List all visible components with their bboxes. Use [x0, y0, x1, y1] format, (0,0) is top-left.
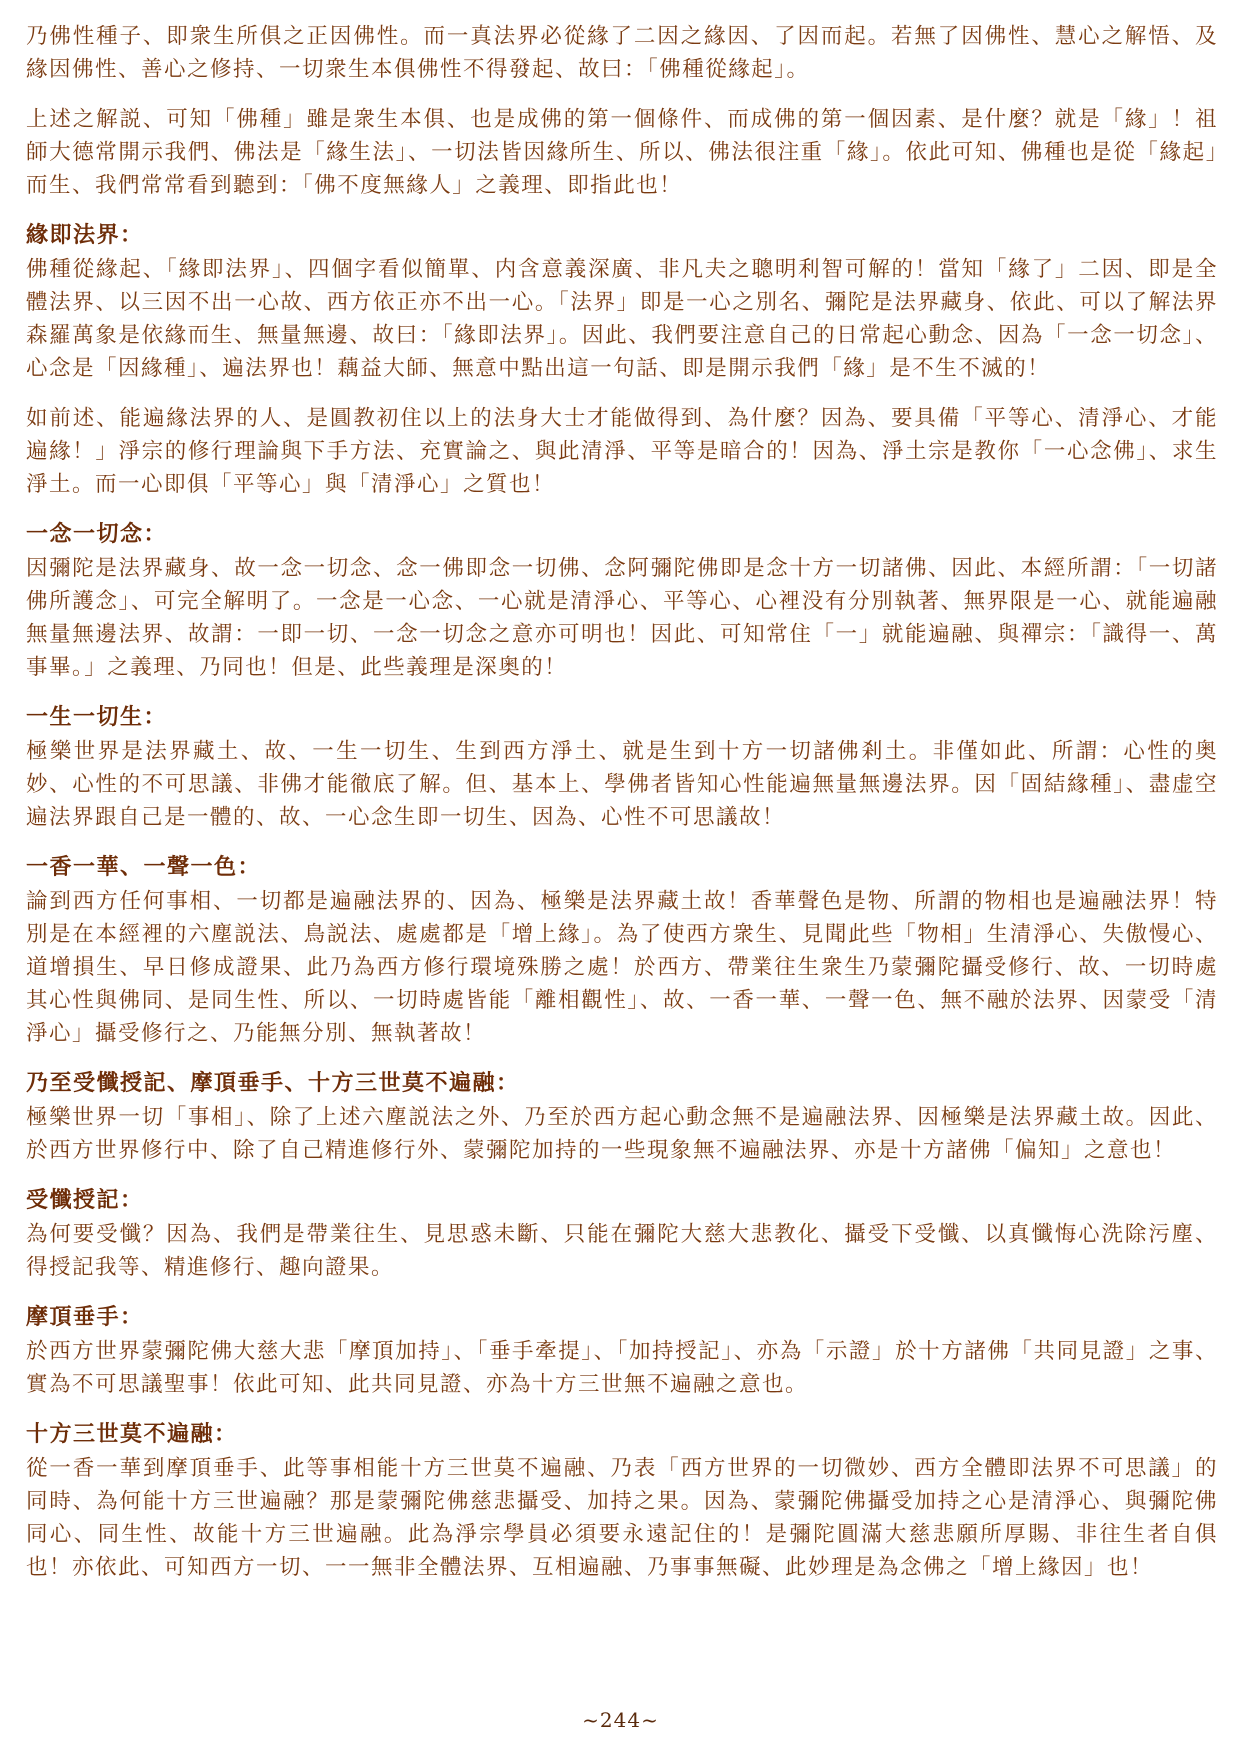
section-heading: 一念一切念：: [26, 521, 168, 547]
section-paragraph: 如前述、能遍緣法界的人、是圓教初住以上的法身大士才能做得到、為什麼？因為、要具備「平等心、清淨心、才能遍緣！」淨宗的修行理論與下手方法、充實論之、與此清淨、平等是暗合的！因為、淨土宗是教你「一心念佛」、求生淨土。而一心即俱「平等心」與「清淨心」之質也！: [26, 406, 1218, 497]
section-heading: 一香一華、一聲一色：: [26, 854, 262, 880]
section-paragraph: 於西方世界蒙彌陀佛大慈大悲「摩頂加持」、「垂手牽提」、「加持授記」、亦為「示證」於十方諸佛「共同見證」之事、實為不可思議聖事！依此可知、此共同見證、亦為十方三世無不遍融之意也。: [26, 1339, 1218, 1397]
section-yixiang-yihua: [26, 851, 1218, 1050]
section-shifang-sanshi: [26, 1418, 1218, 1584]
section-heading: 十方三世莫不遍融：: [26, 1421, 238, 1447]
page-content: [26, 20, 1218, 1601]
section-paragraph: 極樂世界一切「事相」、除了上述六塵説法之外、乃至於西方起心動念無不是遍融法界、因極樂是法界藏土故。因此、於西方世界修行中、除了自己精進修行外、蒙彌陀加持的一些現象無不遍融法界、亦是十方諸佛「偏知」之意也！: [26, 1105, 1218, 1163]
section-naizhi-shouchan: [26, 1067, 1218, 1167]
section-paragraph: 為何要受懺？因為、我們是帶業往生、見思惑未斷、只能在彌陀大慈大悲教化、攝受下受懺、以真懺悔心洗除污塵、得授記我等、精進修行、趣向證果。: [26, 1222, 1218, 1280]
section-yisheng-yiqiesheng: [26, 701, 1218, 834]
section-heading: 摩頂垂手：: [26, 1304, 144, 1330]
section-heading: 緣即法界：: [26, 222, 144, 248]
section-shouchan-shouji: [26, 1184, 1218, 1284]
section-yuan-ji-fajie: [26, 219, 1218, 501]
section-heading: 一生一切生：: [26, 704, 168, 730]
section-heading: 乃至受懺授記、摩頂垂手、十方三世莫不遍融：: [26, 1070, 520, 1096]
section-paragraph: 因彌陀是法界藏身、故一念一切念、念一佛即念一切佛、念阿彌陀佛即是念十方一切諸佛、因此、本經所謂：「一切諸佛所護念」、可完全解明了。一念是一心念、一心就是清淨心、平等心、心裡没有分別執著、無界限是一心、就能遍融無量無邊法界、故謂：一即一切、一念一切念之意亦可明也！因此、可知常住「一」就能遍融、與禪宗：「識得一、萬事畢。」之義理、乃同也！但是、此些義理是深奥的！: [26, 556, 1218, 680]
page-number: ~244~: [582, 1708, 659, 1732]
section-paragraph: 論到西方任何事相、一切都是遍融法界的、因為、極樂是法界藏土故！香華聲色是物、所謂的物相也是遍融法界！特別是在本經裡的六塵説法、鳥説法、處處都是「增上緣」。為了使西方衆生、見聞此些「物相」生清淨心、失傲慢心、道增損生、早日修成證果、此乃為西方修行環境殊勝之處！於西方、帶業往生衆生乃蒙彌陀攝受修行、故、一切時處其心性與佛同、是同生性、所以、一切時處皆能「離相觀性」、故、一香一華、一聲一色、無不融於法界、因蒙受「清淨心」攝受修行之、乃能無分別、無執著故！: [26, 889, 1218, 1046]
section-paragraph: 從一香一華到摩頂垂手、此等事相能十方三世莫不遍融、乃表「西方世界的一切微妙、西方全體即法界不可思議」的同時、為何能十方三世遍融？那是蒙彌陀佛慈悲攝受、加持之果。因為、蒙彌陀佛攝受加持之心是清淨心、與彌陀佛同心、同生性、故能十方三世遍融。此為淨宗學員必須要永遠記住的！是彌陀圓滿大慈悲願所厚賜、非往生者自俱也！亦依此、可知西方一切、一一無非全體法界、互相遍融、乃事事無礙、此妙理是為念佛之「增上緣因」也！: [26, 1456, 1218, 1580]
intro-paragraph: 上述之解説、可知「佛種」雖是衆生本俱、也是成佛的第一個條件、而成佛的第一個因素、是什麼？就是「緣」！祖師大德常開示我們、佛法是「緣生法」、一切法皆因緣所生、所以、佛法很注重「緣」。依此可知、佛種也是從「緣起」而生、我們常常看到聽到：「佛不度無緣人」之義理、即指此也！: [26, 107, 1218, 198]
section-moding-chuishou: [26, 1301, 1218, 1401]
section-heading: 受懺授記：: [26, 1187, 144, 1213]
section-paragraph: 佛種從緣起、「緣即法界」、四個字看似簡單、内含意義深廣、非凡夫之聰明利智可解的！當知「緣了」二因、即是全體法界、以三因不出一心故、西方依正亦不出一心。「法界」即是一心之別名、彌陀是法界藏身、依此、可以了解法界森羅萬象是依緣而生、無量無邊、故曰：「緣即法界」。因此、我們要注意自己的日常起心動念、因為「一念一切念」、心念是「因緣種」、遍法界也！藕益大師、無意中點出這一句話、即是開示我們「緣」是不生不滅的！: [26, 257, 1218, 381]
section-yinian-yiqienian: [26, 518, 1218, 684]
intro-paragraph: 乃佛性種子、即衆生所俱之正因佛性。而一真法界必從緣了二因之緣因、了因而起。若無了因佛性、慧心之解悟、及緣因佛性、善心之修持、一切衆生本俱佛性不得發起、故曰：「佛種從緣起」。: [26, 24, 1218, 82]
section-paragraph: 極樂世界是法界藏土、故、一生一切生、生到西方淨土、就是生到十方一切諸佛剎土。非僅如此、所謂：心性的奥妙、心性的不可思議、非佛才能徹底了解。但、基本上、學佛者皆知心性能遍無量無邊法界。因「固結緣種」、盡虚空遍法界跟自己是一體的、故、一心念生即一切生、因為、心性不可思議故！: [26, 739, 1218, 830]
